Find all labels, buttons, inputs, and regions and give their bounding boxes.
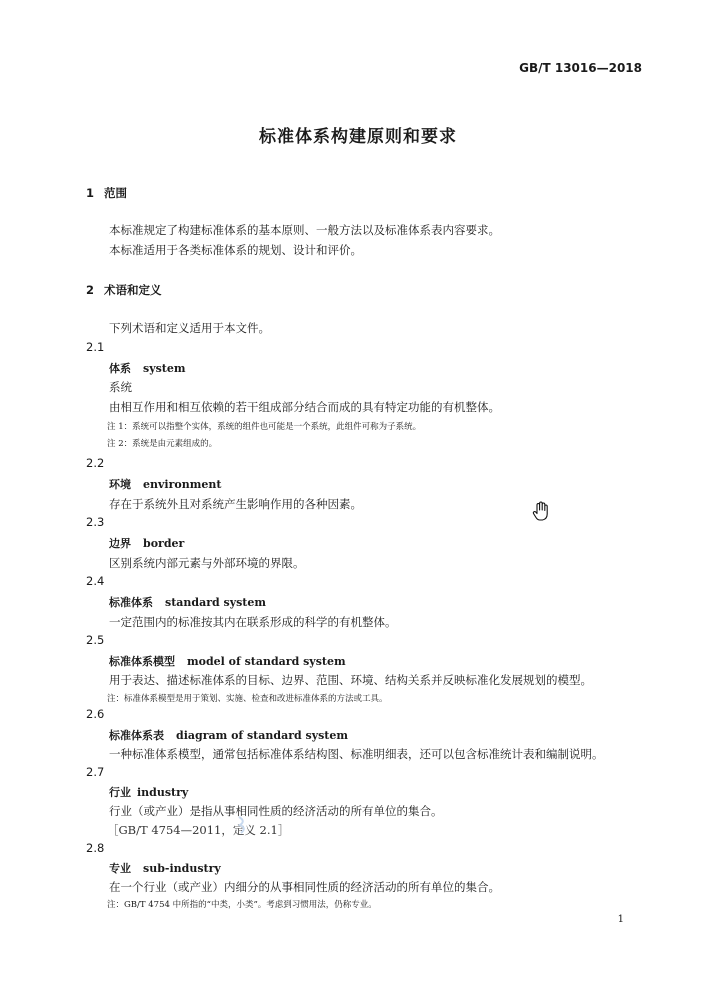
section-number: 2 [86, 283, 95, 297]
term-en: diagram of standard system [176, 729, 349, 742]
section-number: 1 [86, 186, 95, 200]
term-zh: 边界 [109, 537, 131, 550]
term-source: ［GB/T 4754—2011，定义 2.1］ [107, 823, 290, 837]
paragraph: 本标准适用于各类标准体系的规划、设计和评价。 [109, 243, 362, 257]
hand-pointer-icon [531, 500, 551, 522]
term-note: 注 1：系统可以指整个实体，系统的组件也可能是一个系统，此组件可称为子系统。 [107, 422, 422, 432]
term-zh: 标准体系表 [109, 729, 164, 742]
term-note: 注：标准体系模型是用于策划、实施、检查和改进标准体系的方法或工具。 [107, 694, 388, 704]
term-en: sub-industry [143, 862, 221, 875]
term-heading [109, 476, 221, 492]
term-number: 2.3 [86, 515, 105, 529]
term-heading [109, 594, 266, 610]
term-heading [109, 860, 221, 876]
term-definition: 存在于系统外且对系统产生影响作用的各种因素。 [109, 497, 362, 511]
term-heading [109, 535, 184, 551]
term-definition: 行业（或产业）是指从事相同性质的经济活动的所有单位的集合。 [109, 804, 443, 818]
paragraph: 本标准规定了构建标准体系的基本原则、一般方法以及标准体系表内容要求。 [109, 223, 500, 237]
page-number: 1 [617, 914, 624, 925]
term-heading [109, 727, 348, 743]
term-number: 2.1 [86, 340, 105, 354]
section-2-heading [86, 282, 162, 298]
term-alt: 系统 [109, 380, 132, 394]
term-en: standard system [165, 596, 267, 609]
term-en: system [143, 362, 186, 375]
document-title: 标准体系构建原则和要求 [259, 127, 457, 147]
term-zh: 环境 [109, 478, 131, 491]
section-title: 范围 [104, 186, 127, 200]
term-heading [109, 360, 186, 376]
watermark-mark [236, 815, 250, 835]
term-number: 2.7 [86, 765, 105, 779]
term-definition: 一定范围内的标准按其内在联系形成的科学的有机整体。 [109, 615, 397, 629]
term-en: border [143, 537, 185, 550]
term-zh: 专业 [109, 862, 131, 875]
term-definition: 用于表达、描述标准体系的目标、边界、范围、环境、结构关系并反映标准化发展规划的模型。 [109, 673, 592, 687]
paragraph: 下列术语和定义适用于本文件。 [109, 321, 270, 335]
term-definition: 由相互作用和相互依赖的若干组成部分结合而成的具有特定功能的有机整体。 [109, 400, 500, 414]
term-definition: 一种标准体系模型，通常包括标准体系结构图、标准明细表，还可以包含标准统计表和编制说明。 [109, 747, 604, 761]
section-1-heading [86, 185, 127, 201]
term-zh: 标准体系 [109, 596, 153, 609]
term-note: 注 2：系统是由元素组成的。 [107, 439, 218, 449]
term-zh: 标准体系模型 [109, 655, 175, 668]
term-note: 注：GB/T 4754 中所指的“中类，小类”。考虑到习惯用法，仍称专业。 [107, 900, 377, 910]
document-code: GB/T 13016—2018 [519, 61, 642, 75]
term-definition: 区别系统内部元素与外部环境的界限。 [109, 556, 305, 570]
term-heading [109, 653, 346, 669]
section-title: 术语和定义 [104, 283, 162, 297]
term-en: industry [137, 786, 189, 799]
term-number: 2.8 [86, 841, 105, 855]
term-en: model of standard system [187, 655, 346, 668]
term-heading [109, 784, 188, 800]
term-en: environment [143, 478, 222, 491]
term-number: 2.4 [86, 574, 105, 588]
term-number: 2.2 [86, 456, 105, 470]
term-number: 2.5 [86, 633, 105, 647]
term-number: 2.6 [86, 707, 105, 721]
term-definition: 在一个行业（或产业）内细分的从事相同性质的经济活动的所有单位的集合。 [109, 880, 500, 894]
term-zh: 行业 [109, 786, 131, 799]
term-zh: 体系 [109, 362, 131, 375]
